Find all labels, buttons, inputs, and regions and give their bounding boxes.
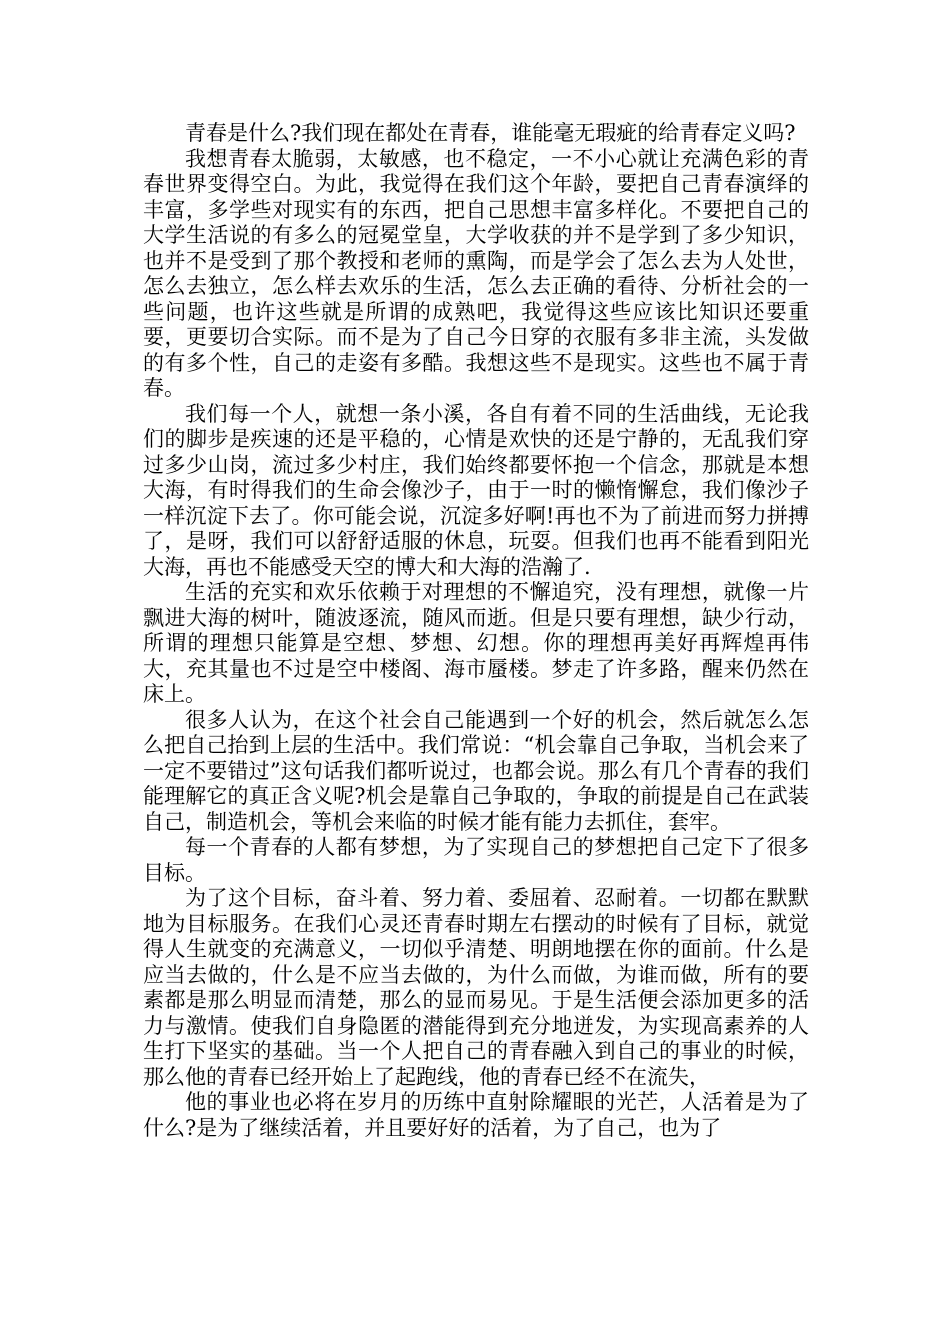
paragraph-2: 我想青春太脆弱，太敏感，也不稳定，一不小心就让充满色彩的青春世界变得空白。为此，我觉得在我们这个年龄，要把自己青春演绎的丰富，多学些对现实有的东西，把自己思想丰富多样化。不要把自己的大学生活说的有多么的冠冕堂皇，大学收获的并不是学到了多少知识，也并不是受到了那个教授和老师的熏陶，而是学会了怎么去为人处世，怎么去独立，怎么样去欢乐的生活，怎么去正确的看待、分析社会的一些问题，也许这些就是所谓的成熟吧，我觉得这些应该比知识还要重要，更要切合实际。而不是为了自己今日穿的衣服有多非主流，头发做的有多个性，自己的走姿有多酷。我想这些不是现实。这些也不属于青春。: [143, 146, 809, 400]
paragraph-6: 每一个青春的人都有梦想，为了实现自己的梦想把自己定下了很多目标。: [143, 835, 809, 885]
paragraph-1: 青春是什么?我们现在都处在青春，谁能毫无瑕疵的给青春定义吗?: [185, 121, 796, 145]
paragraph-7: 为了这个目标，奋斗着、努力着、委屈着、忍耐着。一切都在默默地为目标服务。在我们心灵还青春时期左右摆动的时候有了目标，就觉得人生就变的充满意义，一切似乎清楚、明朗地摆在你的面前。什么是应当去做的，什么是不应当去做的，为什么而做，为谁而做，所有的要素都是那么明显而清楚，那么的显而易见。于是生活便会添加更多的活力与激情。使我们自身隐匿的潜能得到充分地迸发，为实现高素养的人生打下坚实的基础。当一个人把自己的青春融入到自己的事业的时候，那么他的青春已经开始上了起跑线，他的青春已经不在流失，: [143, 886, 809, 1089]
paragraph-8: 他的事业也必将在岁月的历练中直射除耀眼的光芒，人活着是为了什么?是为了继续活着，并且要好好的活着，为了自己，也为了: [143, 1090, 809, 1140]
paragraph-5: 很多人认为，在这个社会自己能遇到一个好的机会，然后就怎么怎么把自己抬到上层的生活中。我们常说：“机会靠自己争取，当机会来了一定不要错过”这句话我们都听说过，也都会说。那么有几个青春的我们能理解它的真正含义呢?机会是靠自己争取的，争取的前提是自己在武装自己，制造机会，等机会来临的时候才能有能力去抓住，套牢。: [143, 707, 809, 834]
paragraph-4: 生活的充实和欢乐依赖于对理想的不懈追究，没有理想，就像一片飘进大海的树叶，随波逐流，随风而逝。但是只要有理想，缺少行动，所谓的理想只能算是空想、梦想、幻想。你的理想再美好再辉煌再伟大，充其量也不过是空中楼阁、海市蜃楼。梦走了许多路，醒来仍然在床上。: [143, 580, 809, 706]
document-body: [143, 121, 809, 1141]
paragraph-3: 我们每一个人，就想一条小溪，各自有着不同的生活曲线，无论我们的脚步是疾速的还是平稳的，心情是欢快的还是宁静的，无乱我们穿过多少山岗，流过多少村庄，我们始终都要怀抱一个信念，那就是本想大海，有时得我们的生命会像沙子，由于一时的懒惰懈怠，我们像沙子一样沉淀下去了。你可能会说，沉淀多好啊!再也不为了前进而努力拼搏了，是呀，我们可以舒舒适服的休息，玩耍。但我们也再不能看到阳光大海，再也不能感受天空的博大和大海的浩瀚了.: [143, 401, 809, 579]
